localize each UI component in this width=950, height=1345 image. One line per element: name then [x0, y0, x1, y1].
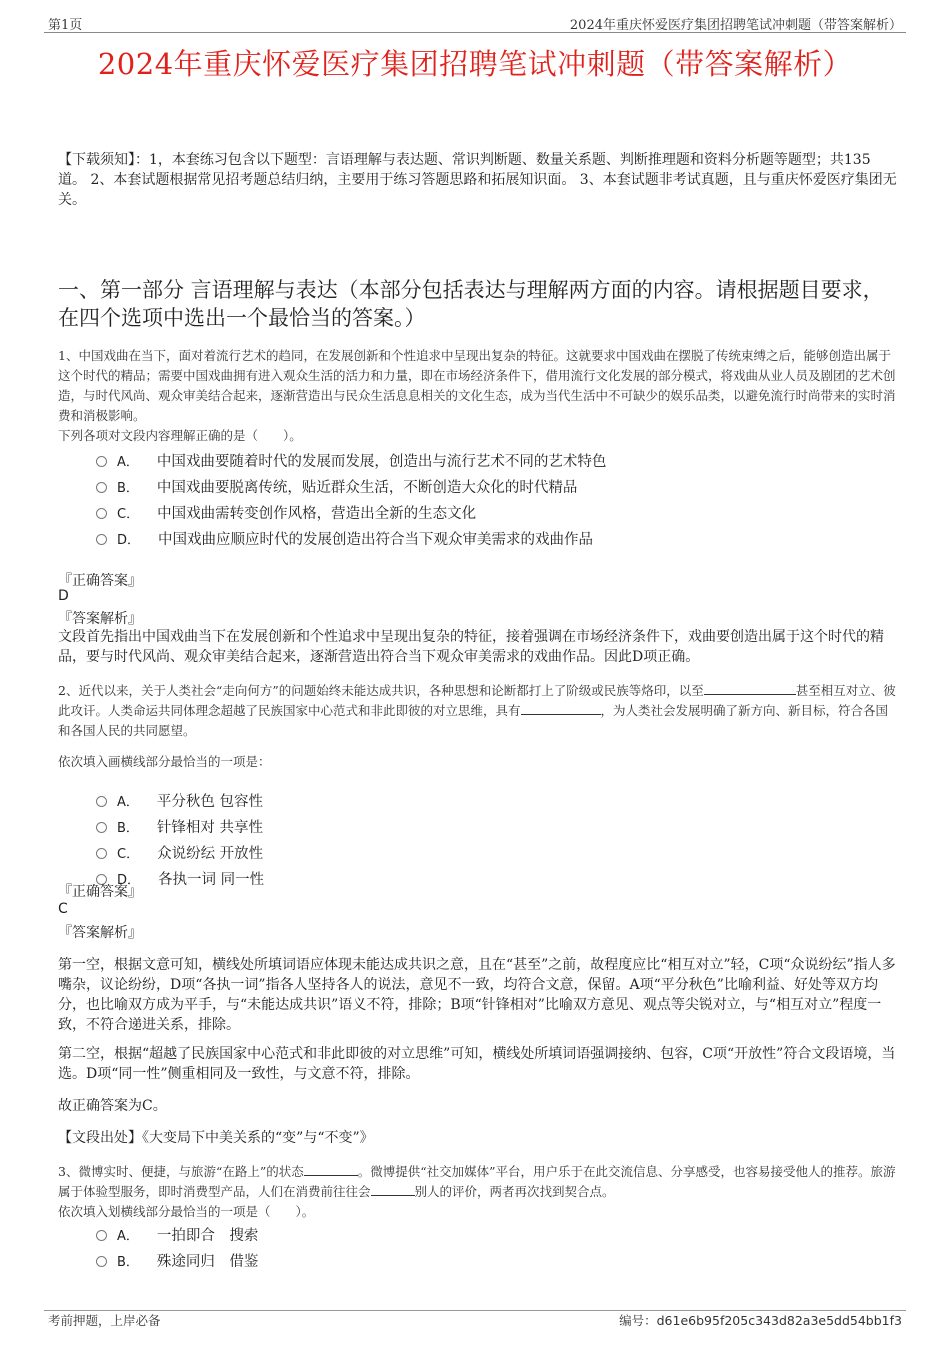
section-heading: 一、第一部分 言语理解与表达（本部分包括表达与理解两方面的内容。请根据题目要求，在四个选项中选出一个最恰当的答案。） — [58, 278, 884, 330]
q2-stem: 2、近代以来，关于人类社会“走向何方”的问题始终未能达成共识，各种思想和论断都打上了阶级或民族等烙印，以至 甚至相互对立、彼此攻讦。人类命运共同体理念超越了民族国家中心范式和非此即彼的对立思维，具有 ，为人类社会发展明确了新方向、新目标，符合各国和各国人民的共同愿望。 — [58, 683, 896, 738]
fill-blank[interactable] — [704, 682, 796, 695]
radio-icon[interactable] — [96, 1256, 107, 1267]
q2-analysis-part1: 第一空，根据文意可知，横线处所填词语应体现未能达成共识之意，且在“甚至”之前，故程度应比“相互对立”轻，C项“众说纷纭”指人多嘴杂，议论纷纷，D项“各执一词”指各人坚持各人的说法，意见不一致，均符合文意，保留。A项“平分秋色”比喻利益、好处等双方均分，也比喻双方成为平手，与“未能达成共识”语义不符，排除；B项“针锋相对”比喻双方意见、观点等尖锐对立，与“相互对立”程度一致，不符合递进关系，排除。 — [58, 957, 896, 1033]
radio-icon[interactable] — [96, 482, 107, 493]
radio-icon[interactable] — [96, 822, 107, 833]
q2-option-b[interactable]: B． 针锋相对 共享性 — [96, 816, 263, 837]
q1-option-d[interactable]: D． 中国戏曲应顺应时代的发展创造出符合当下观众审美需求的戏曲作品 — [96, 528, 593, 549]
document-id: 编号：d61e6b95f205c343d82a3e5dd54bb1f3 — [619, 1313, 902, 1328]
document-title: 2024年重庆怀爱医疗集团招聘笔试冲刺题（带答案解析） — [97, 47, 853, 81]
q1-option-c[interactable]: C． 中国戏曲需转变创作风格，营造出全新的生态文化 — [96, 502, 476, 523]
q2-conclusion: 故正确答案为C。 — [58, 1098, 167, 1114]
q2-answer-label: 『正确答案』 — [58, 884, 142, 900]
q2-source: 【文段出处】《大变局下中美关系的“变”与“不变”》 — [58, 1130, 374, 1146]
q1-analysis-label: 『答案解析』 — [58, 611, 142, 627]
fill-blank[interactable] — [304, 1163, 358, 1176]
q1-question: 下列各项对文段内容理解正确的是（ ）。 — [58, 428, 302, 443]
q1-option-b[interactable]: B． 中国戏曲要脱离传统，贴近群众生活，不断创造大众化的时代精品 — [96, 476, 577, 497]
radio-icon[interactable] — [96, 796, 107, 807]
q2-option-c[interactable]: C． 众说纷纭 开放性 — [96, 842, 263, 863]
q1-stem: 1、中国戏曲在当下，面对着流行艺术的趋同，在发展创新和个性追求中呈现出复杂的特征。这就要求中国戏曲在摆脱了传统束缚之后，能够创造出属于这个时代的精品；需要中国戏曲拥有进入观众生活的活力和力量，即在市场经济条件下，借用流行文化发展的部分模式，将戏曲从业人员及剧团的艺术创造，与时代风尚、观众审美结合起来，逐渐营造出与民众生活息息相关的文化生态，成为当代生活中不可缺少的娱乐品类，以避免流行时尚带来的实时消费和消极影响。 — [58, 348, 896, 423]
running-header-title: 2024年重庆怀爱医疗集团招聘笔试冲刺题（带答案解析） — [569, 18, 902, 33]
footer-slogan: 考前押题，上岸必备 — [48, 1313, 161, 1328]
q2-option-a[interactable]: A． 平分秋色 包容性 — [96, 790, 263, 811]
q3-stem: 3、微博实时、便捷，与旅游“在路上”的状态 。微博提供“社交加媒体”平台，用户乐于在此交流信息、分享感受，也容易接受他人的推荐。旅游属于体验型服务，即时消费型产品，人们在消费前往往会 别人的评价，两者再次找到契合点。 — [58, 1164, 896, 1199]
q2-analysis-part2: 第二空，根据“超越了民族国家中心范式和非此即彼的对立思维”可知，横线处所填词语强调接纳、包容，C项“开放性”符合文段语境，当选。D项“同一性”侧重相同及一致性，与文意不符，排除。 — [58, 1046, 896, 1082]
radio-icon[interactable] — [96, 848, 107, 859]
radio-icon[interactable] — [96, 456, 107, 467]
q1-option-a[interactable]: A． 中国戏曲要随着时代的发展而发展，创造出与流行艺术不同的艺术特色 — [96, 450, 606, 471]
q3-option-b[interactable]: B． 殊途同归 借鉴 — [96, 1250, 258, 1271]
q2-question: 依次填入画横线部分最恰当的一项是： — [58, 754, 271, 769]
q2-answer: C — [58, 901, 68, 917]
q1-answer: D — [58, 588, 69, 604]
q1-answer-label: 『正确答案』 — [58, 573, 142, 589]
q2-analysis-label: 『答案解析』 — [58, 925, 142, 941]
q3-option-a[interactable]: A． 一拍即合 搜索 — [96, 1224, 258, 1245]
page-number: 第1页 — [48, 18, 83, 33]
header-divider — [44, 32, 906, 33]
radio-icon[interactable] — [96, 1230, 107, 1241]
q1-analysis: 文段首先指出中国戏曲当下在发展创新和个性追求中呈现出复杂的特征，接着强调在市场经济条件下，戏曲要创造出属于这个时代的精品，要与时代风尚、观众审美结合起来，逐渐营造出符合当下观众审美需求的戏曲作品。因此D项正确。 — [58, 629, 884, 665]
fill-blank[interactable] — [371, 1183, 415, 1196]
q3-question: 依次填入划横线部分最恰当的一项是（ ）。 — [58, 1204, 315, 1219]
radio-icon[interactable] — [96, 508, 107, 519]
fill-blank[interactable] — [521, 702, 601, 715]
q2-option-d[interactable]: D． 各执一词 同一性 — [96, 868, 264, 889]
radio-icon[interactable] — [96, 534, 107, 545]
download-notice: 【下载须知】：1，本套练习包含以下题型：言语理解与表达题、常识判断题、数量关系题、判断推理题和资料分析题等题型；共135道。 2、本套试题根据常见招考题总结归纳，主要用于练习答题思路和拓展知识面。 3、本套试题非考试真题，且与重庆怀爱医疗集团无关。 — [58, 152, 897, 208]
